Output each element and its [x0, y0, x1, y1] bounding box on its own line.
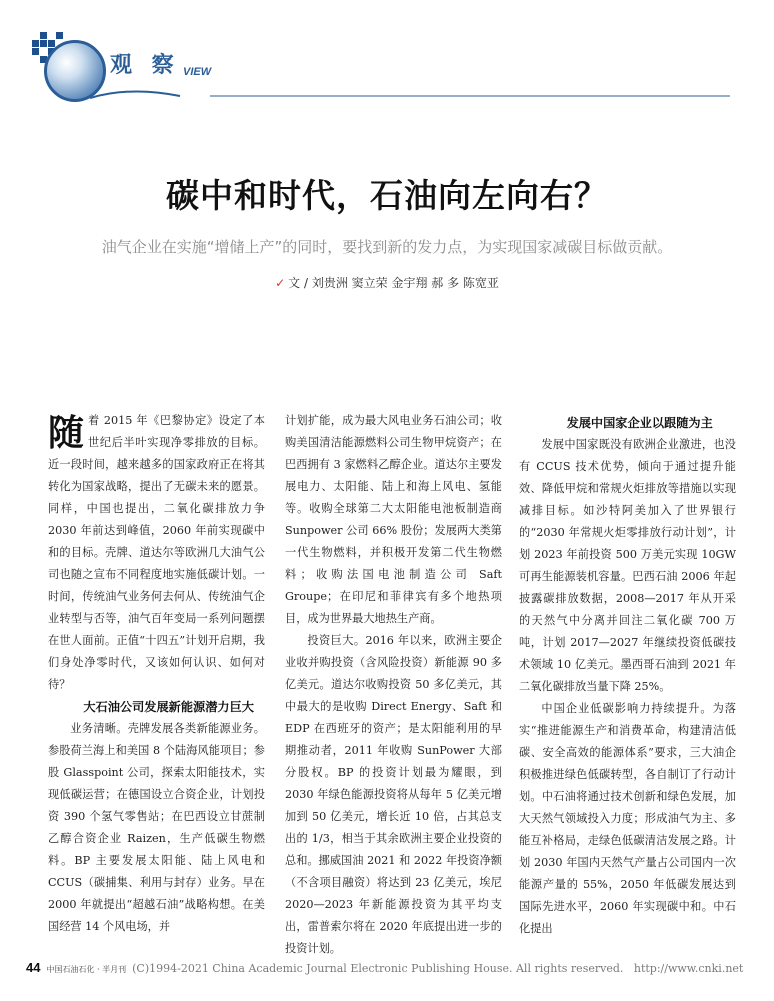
paragraph: 发展中国家既没有欧洲企业激进，也没有 CCUS 技术优势，倾向于通过提升能效、降低甲烷和常规火炬排放等措施以实现减排目标。如沙特阿美加入了世界银行的“2030 年常规火炬零排放行动计划”，计划 2023 年前投资 500 万美元实现 10GW 可再生能源装机容量。巴西石油 2006 年起披露碳排放数据，2008—2017 年从开采的天然气中分离并回注二氧化碳 700 万吨，计划 2017—2027 年继续投资低碳技术领域 10 亿美元。墨西哥石油到 2021 年二氧化碳排放当量下降 25%。: [519, 438, 736, 693]
section-header: [28, 26, 748, 106]
paragraph: 中国企业低碳影响力持续提升。为落实“推进能源生产和消费革命，构建清洁低碳、安全高效的能源体系”要求，三大油企积极推进绿色低碳转型，各自制订了行动计划。中石油将通过技术创新和绿色发展，加大天然气领域投入力度；形成油气为主、多能互补格局，走绿色低碳清洁发展之路。计划 2030 年国内天然气产量占公司国内一次能源产量的 55%，2050 年低碳发展达到国际先进水平，2060 年实现碳中和。中石化提出: [519, 702, 736, 935]
section-divider: [90, 88, 730, 102]
cnki-link[interactable]: http://www.cnki.net: [633, 962, 744, 975]
column-2: [285, 410, 502, 960]
column-3: [519, 410, 736, 940]
paragraph: 投资巨大。2016 年以来，欧洲主要企业收并购投资（含风险投资）新能源 90 多亿美元。道达尔收购投资 50 多亿美元，其中最大的是收购 Direct Energy、Saft 和 EDP 在西班牙的资产；是太阳能利用的早期推动者，2011 年收购 SunPower 大部分股权。BP 的投资计划最为耀眼，到 2030 年绿色能源投资将从每年 5 亿美元增加到 50 亿美元，增长近 10 倍，占其总支出的 1/3，相当于其余欧洲主要企业投资的总和。挪威国油 2021 和 2022 年投资净额（不含项目融资）将达到 23 亿美元，埃尼 2020—2023 年新能源投资为其平均支出，雷普索尔将在 2020 年底提出进一步的投资计划。: [285, 634, 502, 955]
section-subhead: 发展中国家企业以跟随为主: [566, 416, 713, 430]
section-title: 观 察: [110, 53, 180, 78]
article-title: 碳中和时代，石油向左向右？: [166, 176, 608, 215]
paragraph: 业务清晰。壳牌发展各类新能源业务。参股荷兰海上和美国 8 个陆海风能项目；参股 Glasspoint 公司，探索太阳能技术，实现低碳运营；在德国设立合资企业，计划投资 390 个氢气零售站；在巴西设立甘蔗制乙醇合资企业 Raizen，生产低碳生物燃料。BP 主要发展太阳能、陆上风电和 CCUS（碳捕集、利用与封存）业务。早在 2000 年就提出“超越石油”战略构想。在美国经营 14 个风电场，并: [48, 722, 265, 933]
dropcap: 随: [48, 412, 85, 454]
pen-icon: ✓: [275, 276, 286, 290]
article-byline: [0, 274, 774, 291]
byline-text: 文 / 刘贵洲 窦立荣 金宇翔 郝 多 陈宽亚: [288, 276, 499, 290]
copyright-text: (C)1994-2021 China Academic Journal Electronic Publishing House. All rights reserved.: [132, 962, 624, 975]
paragraph: [48, 410, 265, 696]
column-1: [48, 410, 265, 938]
paragraph: 计划扩能，成为最大风电业务石油公司；收购美国清洁能源燃料公司生物甲烷资产；在巴西拥有 3 家燃料乙醇企业。道达尔主要发展电力、太阳能、陆上和海上风电、氢能等。收购全球第二大太阳能电池板制造商 Sunpower 公司 66% 股份；发展两大类第一代生物燃料，并积极开发第二代生物燃料；收购法国电池制造公司 Saft Groupe；在印尼和菲律宾有多个地热项目，成为世界最大地热生产商。: [285, 414, 502, 625]
section-subtitle: VIEW: [183, 66, 212, 78]
section-subhead: 大石油公司发展新能源潜力巨大: [83, 700, 254, 714]
paragraph-text: 着 2015 年《巴黎协定》设定了本世纪后半叶实现净零排放的目标。近一段时间，越来越多的国家政府正在将其转化为国家战略，提出了无碳未来的愿景。同样，中国也提出，二氧化碳排放力争 2030 年前达到峰值，2060 年前实现碳中和的目标。壳牌、道达尔等欧洲几大油气公司也随之宣布不同程度地实施低碳计划。一时间，传统油气业务何去何从、传统油气企业转型与否等，油气百年变局一系列问题摆在世人面前。正值“十四五”计划开启期，我们身处净零时代，又该如何认识、如何对待？: [48, 414, 265, 691]
page-footer: [26, 960, 746, 975]
article-standfirst: 油气企业在实施“增储上产”的同时，要找到新的发力点，为实现国家减碳目标做贡献。: [101, 238, 673, 256]
magazine-name: 中国石油石化 · 半月刊: [46, 965, 127, 974]
page-number: 44: [26, 960, 41, 975]
